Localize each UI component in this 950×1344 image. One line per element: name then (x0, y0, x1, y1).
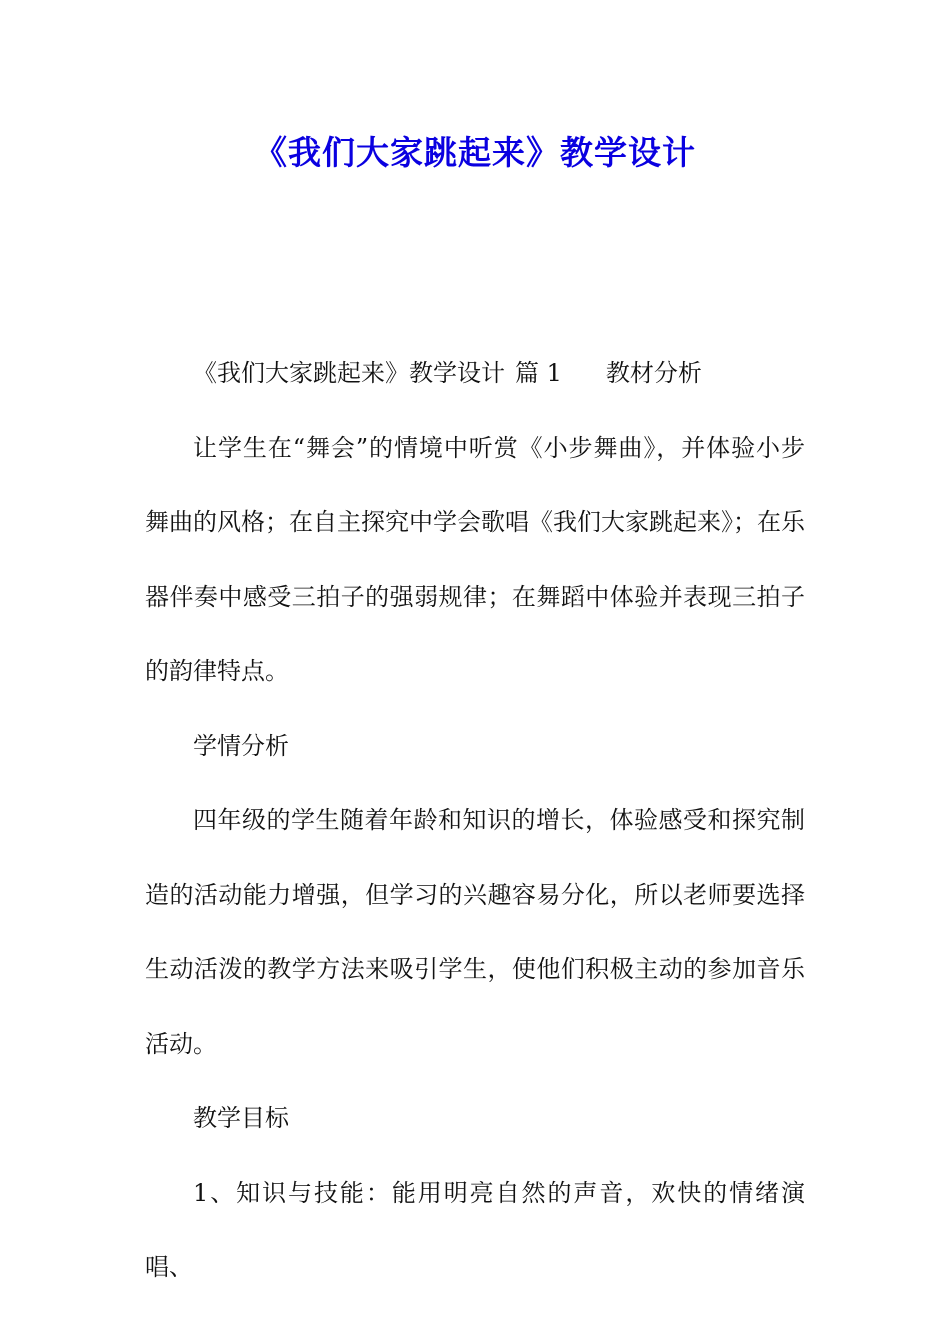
paragraph-knowledge-skills: 1、知识与技能：能用明亮自然的声音，欢快的情绪演唱、 (145, 1178, 805, 1281)
paragraph-textbook-analysis: 让学生在“舞会”的情境中听赏《小步舞曲》，并体验小步舞曲的风格；在自主探究中学会歌唱《我们大家跳起来》；在乐器伴奏中感受三拍子的强弱规律；在舞蹈中体验并表现三拍子的韵律特点。 (145, 433, 805, 685)
heading-line-title: 《我们大家跳起来》教学设计 (193, 359, 505, 387)
document-title: 《我们大家跳起来》教学设计 (254, 133, 696, 172)
document-body (145, 336, 805, 1305)
section-heading-student-analysis: 学情分析 (193, 731, 289, 760)
section-heading-teaching-goals: 教学目标 (193, 1104, 289, 1132)
heading-line-section: 教材分析 (605, 359, 702, 387)
heading-line-part: 篇 1 (515, 359, 562, 387)
heading-line (145, 336, 805, 411)
paragraph-student-analysis: 四年级的学生随着年龄和知识的增长，体验感受和探究制造的活动能力增强，但学习的兴趣容易分化，所以老师要选择生动活泼的教学方法来吸引学生，使他们积极主动的参加音乐活动。 (145, 806, 805, 1058)
